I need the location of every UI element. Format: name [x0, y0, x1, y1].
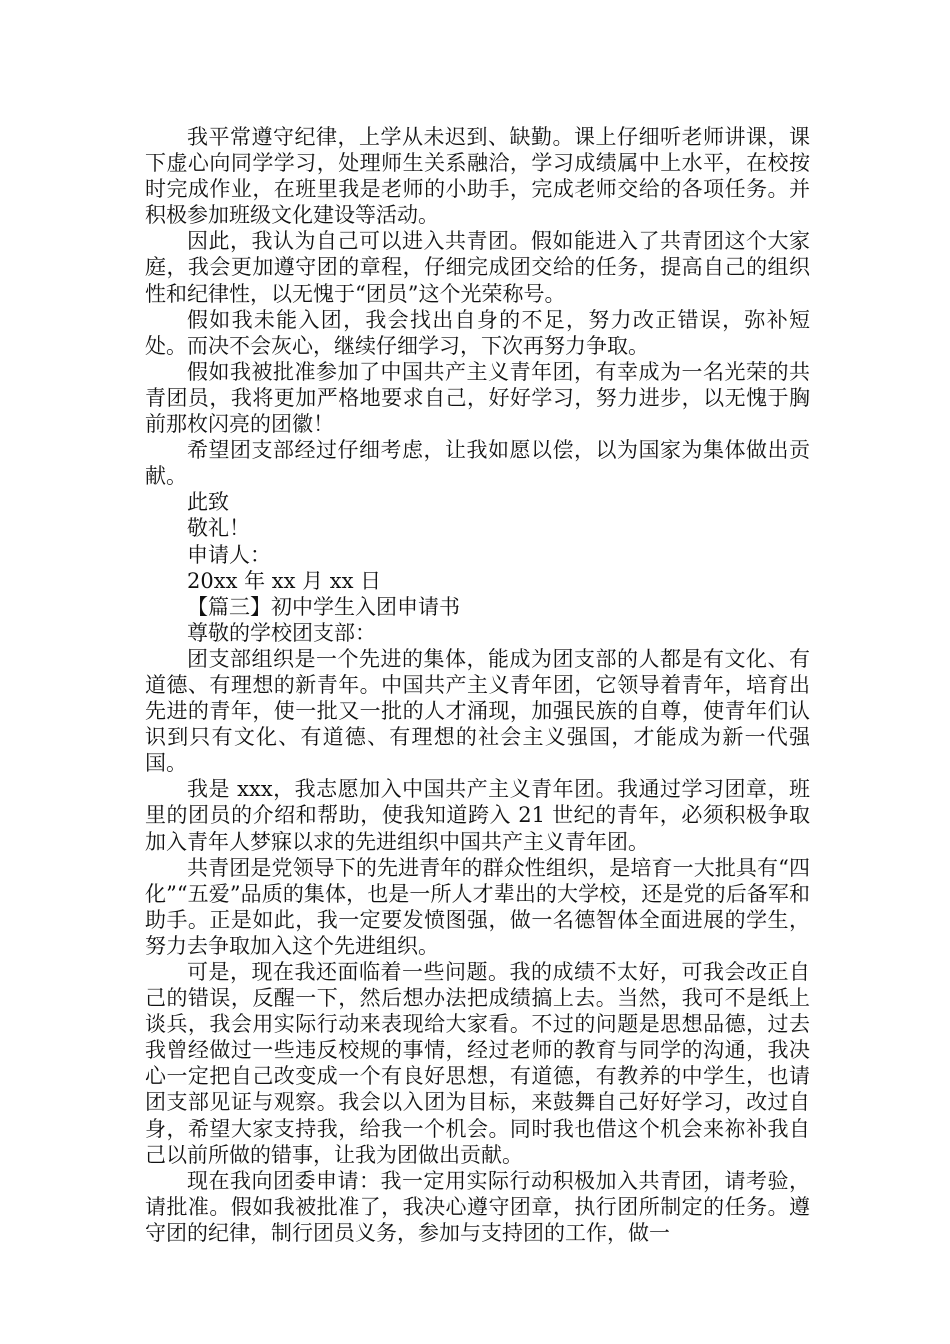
paragraph-can-join: 因此，我认为自己可以进入共青团。假如能进入了共青团这个大家庭，我会更加遵守团的章程，仔细完成团交给的任务，提高自己的组织性和纪律性，以无愧于“团员”这个光荣称号。: [145, 229, 810, 306]
salutation: 尊敬的学校团支部：: [187, 620, 376, 645]
document-body: [145, 124, 810, 1246]
closing-jingli: 敬礼！: [187, 516, 250, 541]
paragraph-mass-organization: 共青团是党领导下的先进青年的群众性组织，是培育一大批具有“四化”“五爱”品质的集体，也是一所人才辈出的大学校，还是党的后备军和助手。正是如此，我一定要发愤图强，做一名德智体全面进展的学生，努力去争取加入这个先进组织。: [145, 855, 810, 958]
paragraph-volunteer: 我是 xxx，我志愿加入中国共产主义青年团。我通过学习团章，班里的团员的介绍和帮助，使我知道跨入 21 世纪的青年，必须积极争取加入青年人梦寐以求的先进组织中国共产主义青年团。: [145, 777, 810, 854]
paragraph-problems: 可是，现在我还面临着一些问题。我的成绩不太好，可我会改正自己的错误，反醒一下，然后想办法把成绩搞上去。当然，我可不是纸上谈兵，我会用实际行动来表现给大家看。不过的问题是思想品德，过去我曾经做过一些违反校规的事情，经过老师的教育与同学的沟通，我决心一定把自己改变成一个有良好思想，有道德，有教养的中学生，也请团支部见证与观察。我会以入团为目标，来鼓舞自己好好学习，改过自身，希望大家支持我，给我一个机会。同时我也借这个机会来祢补我自己以前所做的错事，让我为团做出贡献。: [145, 960, 810, 1167]
date-line: 20xx 年 xx 月 xx 日: [187, 568, 382, 593]
closing-cizhi: 此致: [187, 490, 229, 515]
paragraph-if-approved: 假如我被批准参加了中国共产主义青年团，有幸成为一名光荣的共青团员，我将更加严格地要求自己，好好学习，努力进步，以无愧于胸前那枚闪亮的团徽！: [145, 359, 810, 437]
paragraph-advanced-collective: 团支部组织是一个先进的集体，能成为团支部的人都是有文化、有道德、有理想的新青年。中国共产主义青年团，它领导着青年，培育出先进的青年，使一批又一批的人才涌现，加强民族的自尊，使青年们认识到只有文化、有道德、有理想的社会主义强国，才能成为新一代强国。: [145, 646, 810, 776]
paragraph-discipline: 我平常遵守纪律，上学从未迟到、缺勤。课上仔细听老师讲课，课下虚心向同学学习，处理师生关系融洽，学习成绩属中上水平，在校按时完成作业，在班里我是老师的小助手，完成老师交给的各项任务。并积极参加班级文化建设等活动。: [145, 125, 810, 228]
applicant-label: 申请人：: [187, 542, 271, 567]
paragraph-application: 现在我向团委申请：我一定用实际行动积极加入共青团，请考验，请批准。假如我被批准了，我决心遵守团章，执行团所制定的任务。遵守团的纪律，制行团员义务，参加与支持团的工作，做一: [145, 1168, 810, 1245]
paragraph-if-not-admitted: 假如我未能入团，我会找出自身的不足，努力改正错误，弥补短处。而决不会灰心，继续仔细学习，下次再努力争取。: [145, 307, 810, 358]
paragraph-hope: 希望团支部经过仔细考虑，让我如愿以偿，以为国家为集体做出贡献。: [145, 438, 810, 489]
section-heading-three: 【篇三】初中学生入团申请书: [187, 594, 460, 619]
